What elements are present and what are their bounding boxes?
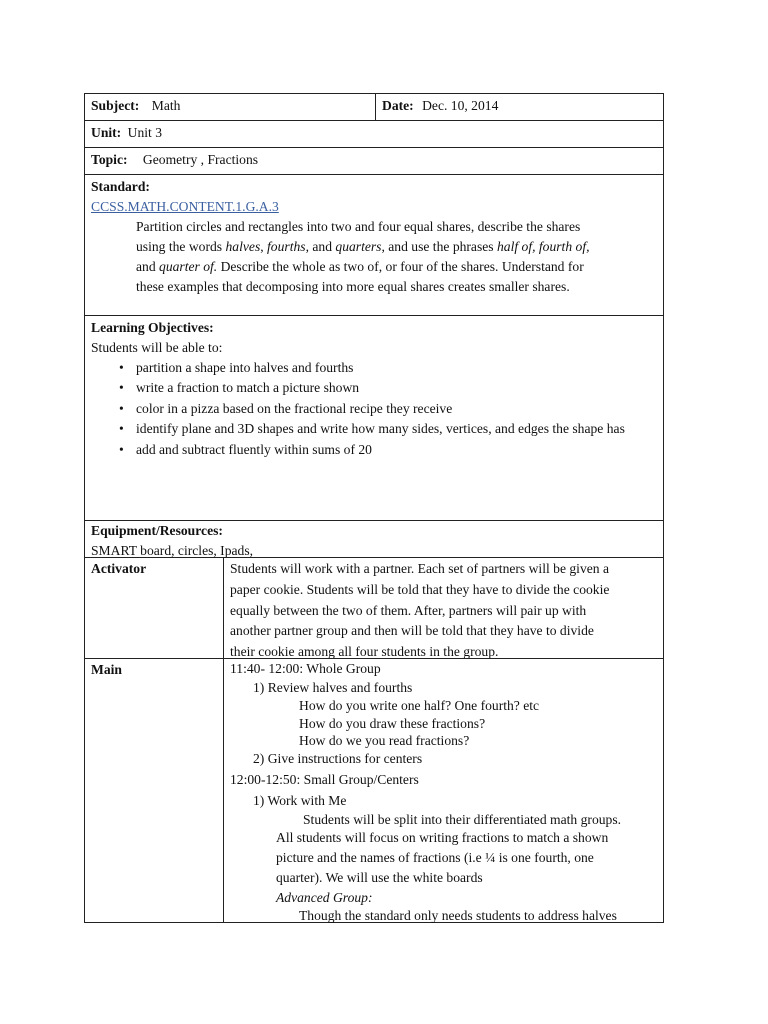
objectives-label: Learning Objectives:	[91, 320, 214, 335]
standard-line: using the words halves, fourths, and quarters, and use the phrases half of, fourth of,	[136, 239, 590, 254]
objective-item: • color in a pizza based on the fractional recipe they receive	[91, 399, 657, 419]
subject-label: Subject:	[91, 98, 140, 113]
main-label: Main	[91, 662, 122, 677]
unit-label: Unit:	[91, 125, 122, 140]
topic-cell	[84, 147, 664, 175]
objectives-cell	[84, 315, 664, 521]
activator-label: Activator	[91, 561, 147, 576]
main-line: Advanced Group:	[276, 889, 373, 905]
date-value: Dec. 10, 2014	[422, 98, 499, 113]
subject-cell	[84, 93, 376, 121]
objective-item: • partition a shape into halves and fourths	[91, 358, 657, 378]
standard-line: Partition circles and rectangles into two and four equal shares, describe the shares	[136, 219, 581, 234]
activator-line: their cookie among all four students in the group.	[230, 644, 499, 660]
standard-line: these examples that decomposing into more equal shares creates smaller shares.	[136, 279, 570, 294]
main-line: How do you draw these fractions?	[299, 715, 486, 731]
activator-line: equally between the two of them. After, partners will pair up with	[230, 602, 587, 618]
main-line: How do you write one half? One fourth? etc	[299, 698, 540, 714]
standard-label: Standard:	[91, 179, 150, 194]
standard-cell	[84, 174, 664, 316]
main-line: 11:40- 12:00: Whole Group	[230, 661, 381, 676]
main-line: Though the standard only needs students to address halves	[299, 907, 617, 923]
objectives-intro: Students will be able to:	[91, 340, 223, 355]
activator-content-cell	[223, 557, 664, 659]
objective-item: • write a fraction to match a picture shown	[91, 378, 657, 398]
equipment-value: SMART board, circles, Ipads,	[91, 543, 254, 558]
main-line: Students will be split into their differentiated math groups.	[303, 811, 622, 827]
activator-line: paper cookie. Students will be told that they have to divide the cookie	[230, 581, 610, 597]
main-line: 1) Work with Me	[253, 792, 347, 808]
standard-code-link[interactable]: CCSS.MATH.CONTENT.1.G.A.3	[91, 199, 279, 214]
objective-item: • add and subtract fluently within sums of 20	[91, 440, 657, 460]
unit-value: Unit 3	[127, 125, 162, 140]
main-line: 12:00-12:50: Small Group/Centers	[230, 771, 419, 787]
main-content-cell	[223, 658, 664, 923]
activator-line: Students will work with a partner. Each set of partners will be given a	[230, 561, 610, 576]
subject-value: Math	[151, 98, 181, 113]
date-cell	[375, 93, 664, 121]
date-label: Date:	[382, 98, 414, 113]
main-label-cell	[84, 658, 224, 923]
main-line: picture and the names of fractions (i.e ¼ is one fourth, one	[276, 849, 594, 865]
main-line: quarter). We will use the white boards	[276, 870, 483, 886]
activator-label-cell	[84, 557, 224, 659]
activator-line: another partner group and then will be told that they have to divide	[230, 623, 594, 639]
topic-value: Geometry , Fractions	[142, 152, 259, 167]
objectives-list	[91, 358, 657, 460]
equipment-cell	[84, 520, 664, 558]
standard-text	[91, 217, 657, 297]
main-line: 1) Review halves and fourths	[253, 679, 413, 695]
main-line: All students will focus on writing fractions to match a shown	[276, 829, 609, 845]
objective-item: • identify plane and 3D shapes and write how many sides, vertices, and edges the shape has	[91, 419, 657, 439]
unit-cell	[84, 120, 664, 148]
main-line: How do we you read fractions?	[299, 733, 470, 749]
main-line: 2) Give instructions for centers	[253, 750, 423, 766]
standard-line: and quarter of. Describe the whole as two of, or four of the shares. Understand for	[136, 259, 584, 274]
equipment-label: Equipment/Resources:	[91, 523, 223, 538]
topic-label: Topic:	[91, 152, 128, 167]
